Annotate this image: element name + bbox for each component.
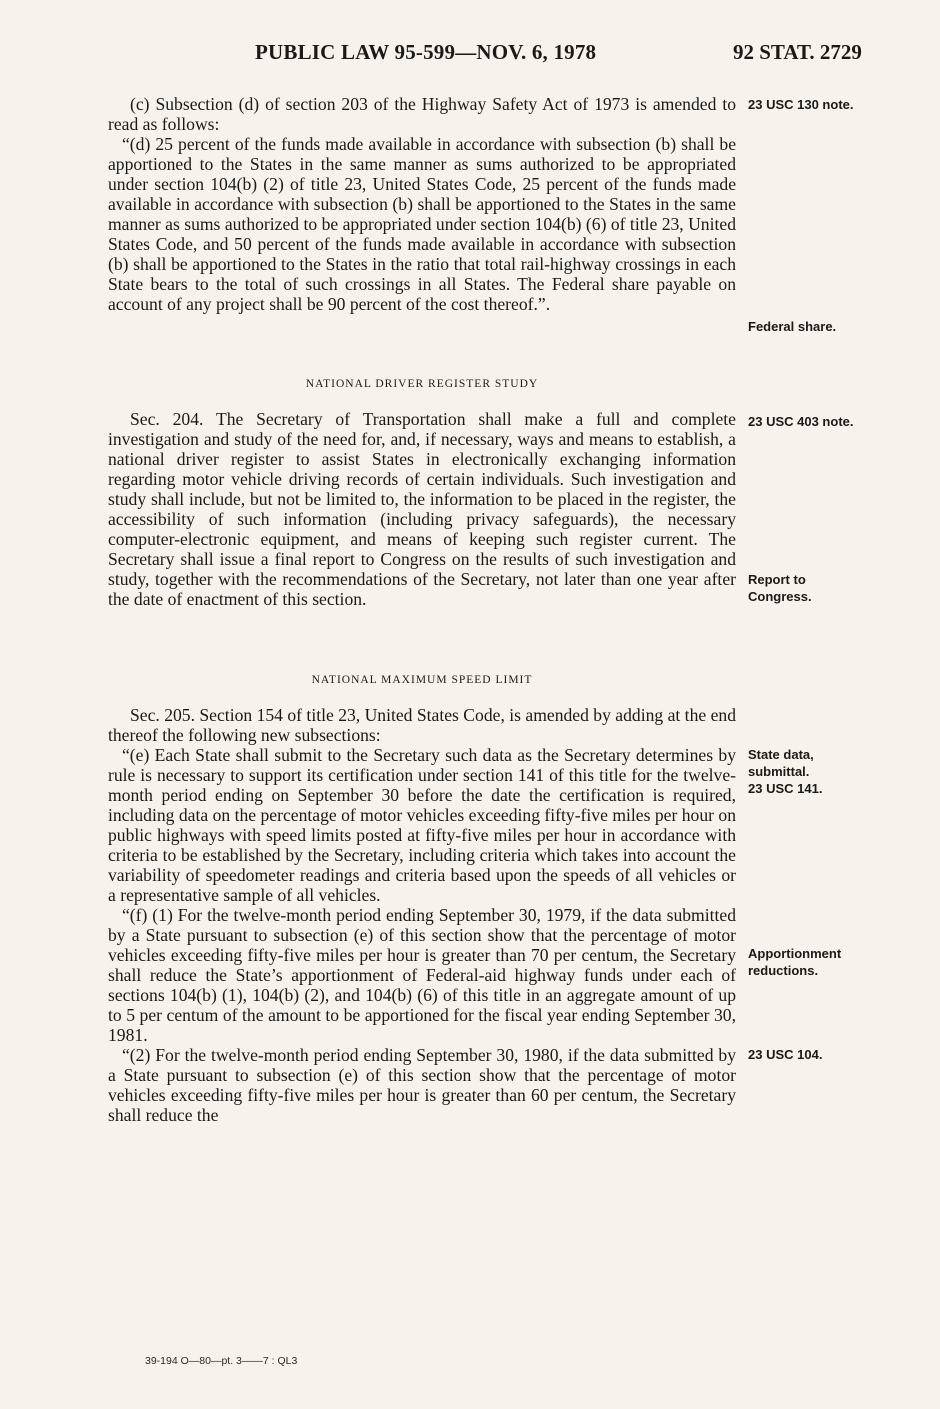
heading-national-maximum-speed-limit: NATIONAL MAXIMUM SPEED LIMIT bbox=[311, 674, 533, 686]
margin-note-federal-share: Federal share. bbox=[748, 319, 837, 334]
section-c-quoted-subsection-d: “(d) 25 percent of the funds made available in accordance with subsection (b) shall be apportioned to the States in the same manner as sums authorized to be appropriated under section 104(b) (2) of title 23, United States Code, 25 percent of the funds made available in accordance with subsection (b) shall be apportioned to the States in the same manner as sums authorized to be appropriated under section 104(b) (6) of title 23, United States Code, and 50 percent of the funds made available in accordance with subsection (b) shall be apportioned to the States in the ratio that total rail-highway crossings in each State bears to the total of such crossings in all States. The Federal share payable on account of any project shall be 90 percent of the cost thereof.”. bbox=[108, 134, 736, 314]
section-205-subsection-f2: “(2) For the twelve-month period ending September 30, 1980, if the data submitted by a State pursuant to subsection (e) of this section show that the percentage of motor vehicles exceeding fifty-five miles per hour is greater than 60 per centum, the Secretary shall reduce the bbox=[108, 1045, 736, 1125]
margin-note-line: Congress. bbox=[748, 589, 812, 604]
margin-note-apportionment-reductions bbox=[748, 945, 878, 979]
margin-note-report-to-congress bbox=[748, 571, 878, 605]
section-204-text: Sec. 204. The Secretary of Transportation shall make a full and complete investigation and study of the need for, and, if necessary, ways and means to establish, a national driver register to assist States in electronically exchanging information regarding motor vehicle driving records of certain individuals. Such investigation and study shall include, but not be limited to, the information to be placed in the register, the accessibility of such information (including privacy safeguards), the necessary computer-electronic equipment, and means of keeping such register current. The Secretary shall issue a final report to Congress on the results of such investigation and study, together with the recommendations of the Secretary, not later than one year after the date of enactment of this section. bbox=[108, 409, 736, 609]
section-204-block bbox=[108, 409, 736, 609]
section-c-block bbox=[108, 94, 736, 314]
margin-note-23-usc-104: 23 USC 104. bbox=[748, 1047, 823, 1062]
running-header-page-number: 92 STAT. 2729 bbox=[733, 40, 862, 64]
margin-note-line: Apportionment bbox=[748, 946, 842, 961]
running-header-title: PUBLIC LAW 95-599—NOV. 6, 1978 bbox=[255, 40, 597, 64]
section-c-intro: (c) Subsection (d) of section 203 of the Highway Safety Act of 1973 is amended to read as follows: bbox=[108, 94, 736, 134]
heading-national-driver-register-study: NATIONAL DRIVER REGISTER STUDY bbox=[305, 378, 539, 390]
margin-note-23-usc-403: 23 USC 403 note. bbox=[748, 414, 854, 429]
margin-note-23-usc-130: 23 USC 130 note. bbox=[748, 97, 854, 112]
margin-note-line: submittal. bbox=[748, 764, 810, 779]
section-205-block bbox=[108, 705, 736, 1125]
printer-code-footer: 39-194 O—80—pt. 3——7 : QL3 bbox=[145, 1355, 298, 1367]
margin-note-line: Report to bbox=[748, 572, 806, 587]
margin-note-state-data-submittal bbox=[748, 746, 878, 797]
section-205-intro: Sec. 205. Section 154 of title 23, United States Code, is amended by adding at the end thereof the following new subsections: bbox=[108, 705, 736, 745]
section-205-subsection-f1: “(f) (1) For the twelve-month period ending September 30, 1979, if the data submitted by a State pursuant to subsection (e) of this section show that the percentage of motor vehicles exceeding fifty-five miles per hour is greater than 70 per centum, the Secretary shall reduce the State’s apportionment of Federal-aid highway funds under each of sections 104(b) (1), 104(b) (2), and 104(b) (6) of this title in an aggregate amount of up to 5 per centum of the amount to be apportioned for the fiscal year ending September 30, 1981. bbox=[108, 905, 736, 1045]
section-205-subsection-e: “(e) Each State shall submit to the Secretary such data as the Secretary determines by rule is necessary to support its certification under section 141 of this title for the twelve-month period ending on September 30 before the date the certification is required, including data on the percentage of motor vehicles exceeding fifty-five miles per hour on public highways with speed limits posted at fifty-five miles per hour in accordance with criteria to be established by the Secretary, including criteria which takes into account the variability of speedometer readings and criteria based upon the speeds of all vehicles or a representative sample of all vehicles. bbox=[108, 745, 736, 905]
margin-note-line: 23 USC 141. bbox=[748, 781, 823, 796]
margin-note-line: State data, bbox=[748, 747, 814, 762]
margin-note-line: reductions. bbox=[748, 963, 819, 978]
